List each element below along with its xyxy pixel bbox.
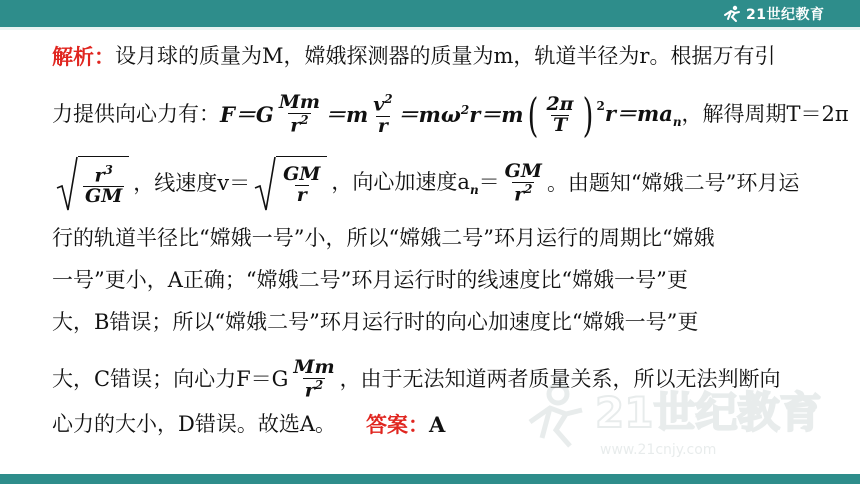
frac-den: r <box>377 114 388 137</box>
radical-sign <box>254 156 276 212</box>
line-3-mid: ，线速度v＝ <box>133 171 251 196</box>
answer-label: 答案： <box>366 412 430 437</box>
eq-part-1: F＝G <box>220 102 274 128</box>
header-stripe <box>0 27 860 30</box>
line-8-text: 心力的大小，D错误。故选A。 <box>52 412 337 436</box>
frac-num: GM <box>504 160 542 183</box>
line-1-text: 设月球的质量为M，嫦娥探测器的质量为m，轨道半径为r。根据万有引 <box>115 44 776 68</box>
line-4-text: 行的轨道半径比“嫦娥一号”小，所以“嫦娥二号”环月运行的周期比“嫦娥 <box>52 226 715 250</box>
line-6-text: 大，B错误；所以“嫦娥二号”环月运行时的向心加速度比“嫦娥一号”更 <box>52 310 699 334</box>
frac-den: GM <box>85 185 123 208</box>
frac-num: Mm <box>293 356 335 378</box>
brand-name: 21世纪教育 <box>746 7 825 23</box>
line-8 <box>52 412 445 437</box>
line-3-tail: 。由题知“嫦娥二号”环月运 <box>546 171 800 196</box>
fraction-mm-r2 <box>277 93 322 136</box>
eq-part-2: ＝m <box>324 102 369 128</box>
watermark-text: 21世纪教育 <box>595 388 822 437</box>
fraction-gm-r2 <box>503 162 544 205</box>
line-1 <box>52 44 775 69</box>
radical-sign <box>56 156 78 212</box>
frac-den: $r^2$ <box>304 377 324 402</box>
line-3 <box>52 156 799 212</box>
eq-part-3: $=m\omega^2r=m$ <box>397 102 524 128</box>
runner-logo-icon <box>722 5 742 23</box>
line-7 <box>52 358 781 401</box>
line-2-tail: ，解得周期T＝2π <box>681 102 849 127</box>
answer-value: A <box>429 412 446 437</box>
line-7-tail: ，由于无法知道两者质量关系，所以无法判断向 <box>339 367 781 391</box>
sqrt-body <box>276 156 327 212</box>
fraction-gm-r <box>281 165 322 206</box>
line-4 <box>52 226 715 251</box>
fraction-2pi-t <box>544 92 575 136</box>
frac-num: $r^3$ <box>94 162 113 187</box>
line-2 <box>52 88 849 142</box>
eq-part-4: $r=ma_n$ <box>604 100 682 129</box>
top-header-bar <box>0 0 860 27</box>
frac-num: GM <box>283 163 321 186</box>
frac-num: Mm <box>278 91 320 114</box>
line-6 <box>52 310 698 335</box>
fraction-v2-r <box>371 93 394 136</box>
line-5 <box>52 268 688 293</box>
frac-den: r <box>296 184 307 206</box>
line-5-text: 一号”更小，A正确；“嫦娥二号”环月运行时的线速度比“嫦娥一号”更 <box>52 268 688 292</box>
left-paren: ( <box>527 88 538 142</box>
line-7-lead: 大，C错误；向心力F＝G <box>52 367 289 391</box>
frac-den: T <box>552 113 568 136</box>
bottom-bar <box>0 474 860 484</box>
brand-logo <box>722 4 840 24</box>
fraction-mm-r2-force <box>291 358 336 401</box>
sqrt-gm-r <box>254 156 327 212</box>
right-paren: ) <box>582 88 593 142</box>
frac-den: $r^2$ <box>514 182 533 206</box>
sqrt-body <box>78 156 129 212</box>
line-2-lead: 力提供向心力有： <box>52 102 220 127</box>
fraction-r3-gm <box>83 164 124 207</box>
line-3-mid2: ，向心加速度$a_n=$ <box>331 170 500 198</box>
paren-exponent: 2 <box>596 98 605 113</box>
frac-den: $r^2$ <box>290 113 309 137</box>
watermark-url: www.21cnjy.com <box>600 442 717 458</box>
frac-num: 2π <box>546 92 574 115</box>
paren-group <box>524 88 597 142</box>
sqrt-r3-gm <box>56 156 129 212</box>
explanation-label: 解析： <box>52 44 115 69</box>
frac-num: $v^2$ <box>373 92 393 116</box>
